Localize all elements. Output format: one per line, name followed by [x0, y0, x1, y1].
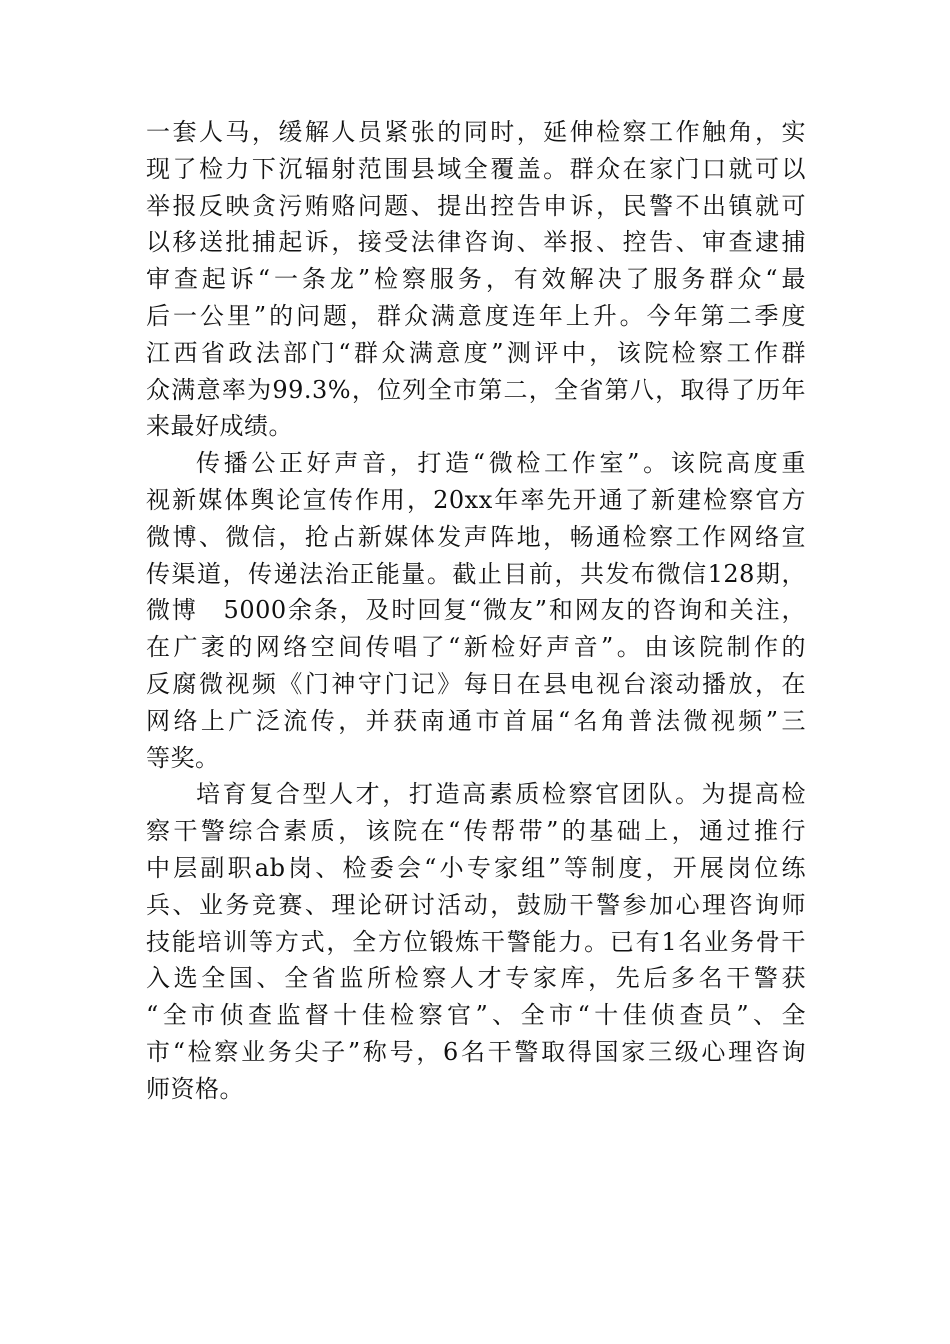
text-line: 培育复合型人才，打造高素质检察官团队。为提高检 — [196, 780, 806, 809]
text-line: 以移送批捕起诉，接受法律咨询、举报、控告、审查逮捕 — [146, 228, 806, 257]
text-line: 师资格。 — [146, 1074, 244, 1103]
text-line: 察干警综合素质，该院在“传帮带”的基础上，通过推行 — [146, 817, 806, 846]
text-line: 一套人马，缓解人员紧张的同时，延伸检察工作触角，实 — [146, 118, 806, 146]
text-line: 网络上广泛流传，并获南通市首届“名角普法微视频”三 — [146, 706, 806, 735]
text-line: “全市侦查监督十佳检察官”、全市“十佳侦查员”、全 — [146, 1001, 806, 1030]
text-line: 入选全国、全省监所检察人才专家库，先后多名干警获 — [146, 964, 806, 993]
text-line: 江西省政法部门“群众满意度”测评中，该院检察工作群 — [146, 338, 806, 367]
paragraph-3 — [146, 776, 806, 1107]
text-line: 微博 5000余条，及时回复“微友”和网友的咨询和关注， — [146, 596, 806, 625]
paragraph-1 — [146, 114, 806, 445]
text-line: 兵、业务竞赛、理论研讨活动，鼓励干警参加心理咨询师 — [146, 890, 806, 919]
text-line: 市“检察业务尖子”称号，6名干警取得国家三级心理咨询 — [146, 1037, 806, 1066]
text-line: 视新媒体舆论宣传作用，20xx年率先开通了新建检察官方 — [146, 485, 806, 514]
text-line: 审查起诉“一条龙”检察服务，有效解决了服务群众“最 — [146, 265, 806, 294]
text-line: 中层副职ab岗、检委会“小专家组”等制度，开展岗位练 — [146, 853, 806, 882]
text-line: 等奖。 — [146, 743, 220, 772]
text-line: 传播公正好声音，打造“微检工作室”。该院高度重 — [196, 449, 806, 478]
text-line: 举报反映贪污贿赂问题、提出控告申诉，民警不出镇就可 — [146, 191, 806, 220]
document-body — [146, 114, 806, 1108]
text-line: 技能培训等方式，全方位锻炼干警能力。已有1名业务骨干 — [146, 927, 806, 956]
text-line: 在广袤的网络空间传唱了“新检好声音”。由该院制作的 — [146, 633, 806, 662]
text-line: 后一公里”的问题，群众满意度连年上升。今年第二季度 — [146, 301, 806, 330]
text-line: 现了检力下沉辐射范围县域全覆盖。群众在家门口就可以 — [146, 154, 806, 183]
text-line: 微博、微信，抢占新媒体发声阵地，畅通检察工作网络宣 — [146, 522, 806, 551]
text-line: 反腐微视频《门神守门记》每日在县电视台滚动播放，在 — [146, 669, 806, 698]
text-line: 来最好成绩。 — [146, 412, 293, 441]
text-line: 传渠道，传递法治正能量。截止目前，共发布微信128期， — [146, 559, 806, 588]
paragraph-2 — [146, 445, 806, 776]
text-line: 众满意率为99.3%，位列全市第二，全省第八，取得了历年 — [146, 375, 806, 404]
